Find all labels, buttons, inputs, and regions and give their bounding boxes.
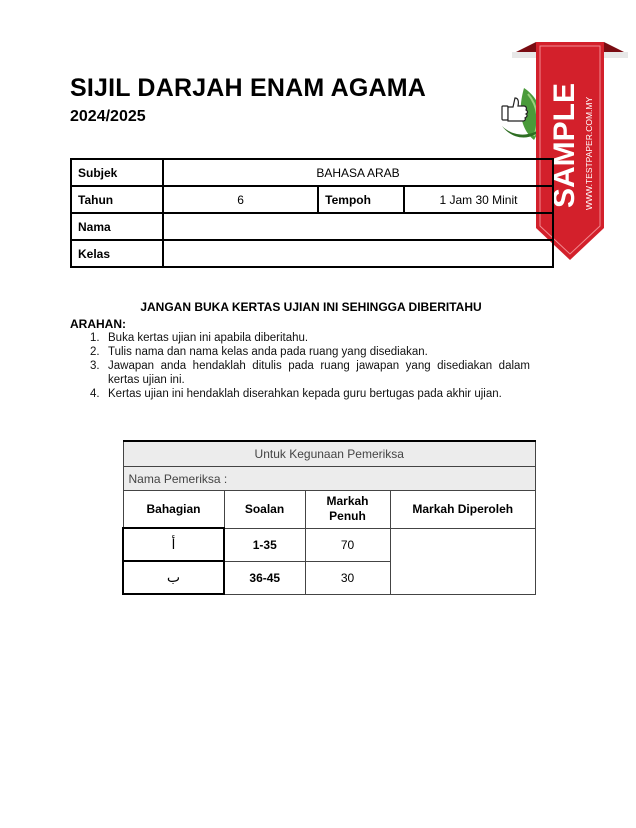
col-markah-penuh: Markah Penuh xyxy=(305,491,390,529)
instruction-item: 4. Kertas ujian ini hendaklah diserahkan kepada guru bertugas pada akhir ujian. xyxy=(90,388,502,400)
examiner-table xyxy=(122,440,536,595)
nama-field[interactable] xyxy=(163,213,553,240)
instruction-item: 1. Buka kertas ujian ini apabila diberitahu. xyxy=(90,332,309,344)
subjek-value: BAHASA ARAB xyxy=(163,159,553,186)
instruction-item: 3. Jawapan anda hendaklah ditulis pada ruang jawapan yang disediakan dalam kertas ujian ini. xyxy=(90,360,530,386)
nama-pemeriksa-label: Nama Pemeriksa : xyxy=(123,467,536,491)
tahun-label: Tahun xyxy=(71,186,163,213)
bahagian-cell: ب xyxy=(123,561,224,594)
kelas-field[interactable] xyxy=(163,240,553,267)
warning-heading xyxy=(0,300,636,314)
subjek-label: Subjek xyxy=(71,159,163,186)
col-markah-diperoleh: Markah Diperoleh xyxy=(390,491,536,529)
kelas-label: Kelas xyxy=(71,240,163,267)
tempoh-value: 1 Jam 30 Minit xyxy=(404,186,553,213)
arahan-label: ARAHAN: xyxy=(70,317,126,331)
sample-text: SAMPLE xyxy=(548,82,581,208)
soalan-cell: 1-35 xyxy=(224,528,305,561)
document-year: 2024/2025 xyxy=(70,108,146,125)
sample-url-text: WWW.TESTPAPER.COM.MY xyxy=(584,96,594,210)
col-bahagian: Bahagian xyxy=(123,491,224,529)
tahun-value: 6 xyxy=(163,186,318,213)
examiner-table-title: Untuk Kegunaan Pemeriksa xyxy=(123,441,536,467)
col-soalan: Soalan xyxy=(224,491,305,529)
table-row xyxy=(123,528,536,561)
markah-penuh-cell: 70 xyxy=(305,528,390,561)
warning-text: JANGAN BUKA KERTAS UJIAN INI SEHINGGA DIBERITAHU xyxy=(140,300,482,314)
info-table xyxy=(70,158,554,268)
document-title: SIJIL DARJAH ENAM AGAMA xyxy=(70,74,427,102)
markah-penuh-cell: 30 xyxy=(305,561,390,594)
instruction-list xyxy=(90,331,530,401)
instruction-item: 2. Tulis nama dan nama kelas anda pada ruang yang disediakan. xyxy=(90,346,428,358)
nama-label: Nama xyxy=(71,213,163,240)
markah-diperoleh-field[interactable] xyxy=(390,528,536,594)
soalan-cell: 36-45 xyxy=(224,561,305,594)
bahagian-cell: أ xyxy=(123,528,224,561)
tempoh-label: Tempoh xyxy=(318,186,404,213)
